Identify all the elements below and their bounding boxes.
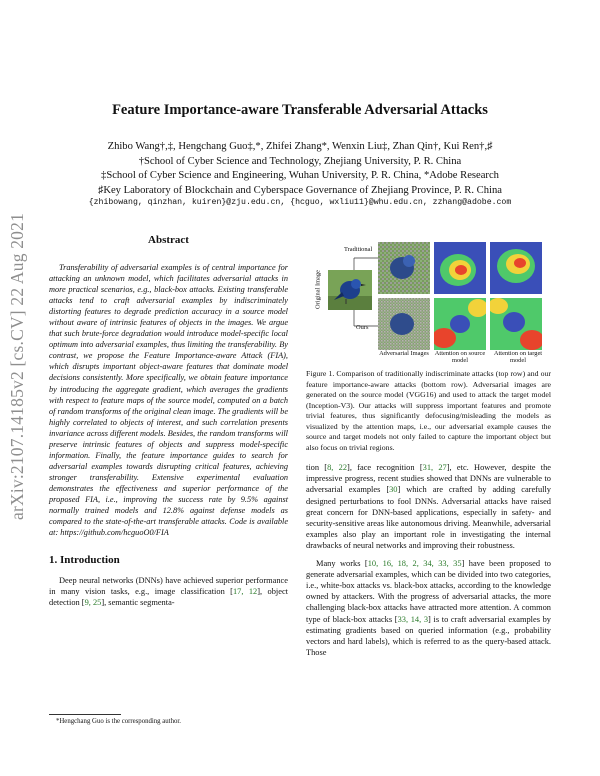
- affiliation-3: ♯Key Laboratory of Blockchain and Cyberspace Governance of Zhejiang Province, P. R. China: [98, 184, 502, 196]
- author-emails: {zhibowang, qinzhan, kuiren}@zju.edu.cn, {hcguo, wxliu11}@whu.edu.cn, zzhang@adobe.com: [88, 198, 512, 207]
- ours-source-attention: [434, 298, 486, 350]
- author-list: Zhibo Wang†,‡, Hengchang Guo‡,*, Zhifei Zhang*, Wenxin Liu‡, Zhan Qin†, Kui Ren†,♯: [107, 141, 493, 152]
- col-label-adversarial: Adversarial Images: [379, 350, 429, 357]
- arxiv-stamp: arXiv:2107.14185v2 [cs.CV] 22 Aug 2021: [7, 212, 27, 520]
- abstract-heading: Abstract: [148, 234, 189, 246]
- citation-link[interactable]: 30: [389, 485, 398, 495]
- citation-link[interactable]: 17, 12: [232, 587, 258, 597]
- footnote: *Hengchang Guo is the corresponding author.: [56, 718, 181, 725]
- left-column: [49, 234, 288, 608]
- traditional-source-attention: [434, 242, 486, 294]
- intro-paragraph: Deep neural networks (DNNs) have achieved superior performance in many vision tasks, e.g., image classification [17, 12], object detection [9, 25], semantic segmenta-: [49, 576, 288, 608]
- author-block: [0, 140, 600, 198]
- label-traditional: Traditional: [344, 246, 373, 253]
- right-column: [306, 240, 551, 658]
- affiliation-2: ‡School of Cyber Science and Engineering, Wuhan University, P. R. China, *Adobe Research: [101, 170, 499, 181]
- original-bird-image: [328, 270, 372, 310]
- label-original-image: Original Image: [314, 270, 322, 309]
- paper-title: Feature Importance-aware Transferable Adversarial Attacks: [112, 102, 488, 118]
- citation-link[interactable]: 10, 16, 18, 2, 34, 33, 35: [367, 558, 462, 568]
- col-label-target: Attention on target model: [493, 350, 543, 364]
- abstract-text: Transferability of adversarial examples is of central importance for attacking an unknown model, which facilitates adversarial attacks in more practical scenarios, e.g., black-box attacks. Existing transferable attacks tend to craft adversarial examples by indiscriminately distorting features to degrade prediction accuracy in a source model without aware of intrinsic features of objects in the images. We argue that such brute-force degradation would introduce model-specific local optimum into adversarial examples, thus limiting the transferability. By contrast, we propose the Feature Importance-aware Attack (FIA), which disrupts important object-aware features that dominate model decisions consistently. More specifically, we obtain feature importance by introducing the aggregate gradient, which averages the gradients with respect to feature maps of the source model, computed on a batch of random transforms of the original clean image. The gradients will be highly correlated to objects of interest, and such correlation presents invariance across different models. Besides, the random transforms will preserve intrinsic features of objects and suppress model-specific information. Finally, the feature importance guides to search for adversarial examples towards disrupting critical features, achieving stronger transferability. Extensive experimental evaluation demonstrates the effectiveness and superior performance of the proposed FIA, i.e., improving the success rate by 9.5% against normally trained models and 12.8% against defense models as compared to the state-of-the-art transferable attacks. Code is available at: https://github.com/hcguoO0/FIA: [49, 263, 288, 538]
- right-body: [306, 462, 551, 658]
- ours-target-attention: [490, 298, 542, 350]
- paragraph-2: Many works [10, 16, 18, 2, 34, 33, 35] have been proposed to generate adversarial examples, which can be divided into two categories, i.e., white-box attacks vs. black-box attacks, according to the knowledge owned by attackers. With the progress of adversarial attacks, the more challenging black-box attacks have attracted more attention. A common type of black-box attacks [33, 14, 3] is to craft adversarial examples by estimating gradients based on queried information (e.g., probability vectors and hard labels), which is referred to as the query-based attack. Those: [306, 558, 551, 658]
- figure-caption: Figure 1. Comparison of traditionally indiscriminate attacks (top row) and our feature importance-aware attacks (bottom row). Adversarial images are generated on the source model (VGG16) and used to attack the target model (Inception-V3). Our attacks will suppress important features and promote trivial features, thus significantly defocusing/misleading the models as visualized by the attention maps, i.e., our adversarial example causes the source and target models not only failed to capture the important object but also focus on trivial regions.: [306, 369, 551, 452]
- intro-heading: 1. Introduction: [49, 554, 120, 567]
- paragraph-1: tion [8, 22], face recognition [31, 27], etc. However, despite the impressive progress, recent studies showed that DNNs are vulnerable to adversarial examples [30] which are crafted by adding carefully designed perturbations to fool DNNs. Adversarial attacks have raised great concern for DNN-based applications, especially in safety- and security-sensitive areas like autonomous driving. Meanwhile, adversarial examples also play an important role in investigating the internal drawbacks of neural networks and improving their robustness.: [306, 463, 551, 551]
- traditional-adversarial-image: [378, 242, 430, 294]
- traditional-target-attention: [490, 242, 542, 294]
- footnote-rule: [49, 714, 121, 715]
- label-ours: Ours: [356, 324, 369, 331]
- citation-link[interactable]: 9, 25: [84, 598, 102, 608]
- citation-link[interactable]: 33, 14, 3: [397, 614, 429, 624]
- affiliation-1: †School of Cyber Science and Technology, Zhejiang University, P. R. China: [138, 155, 462, 167]
- ours-adversarial-image: [378, 298, 430, 350]
- citation-link[interactable]: 8, 22: [327, 463, 348, 472]
- citation-link[interactable]: 31, 27: [422, 463, 447, 472]
- col-label-source: Attention on source model: [434, 350, 486, 364]
- figure-1: [306, 240, 551, 364]
